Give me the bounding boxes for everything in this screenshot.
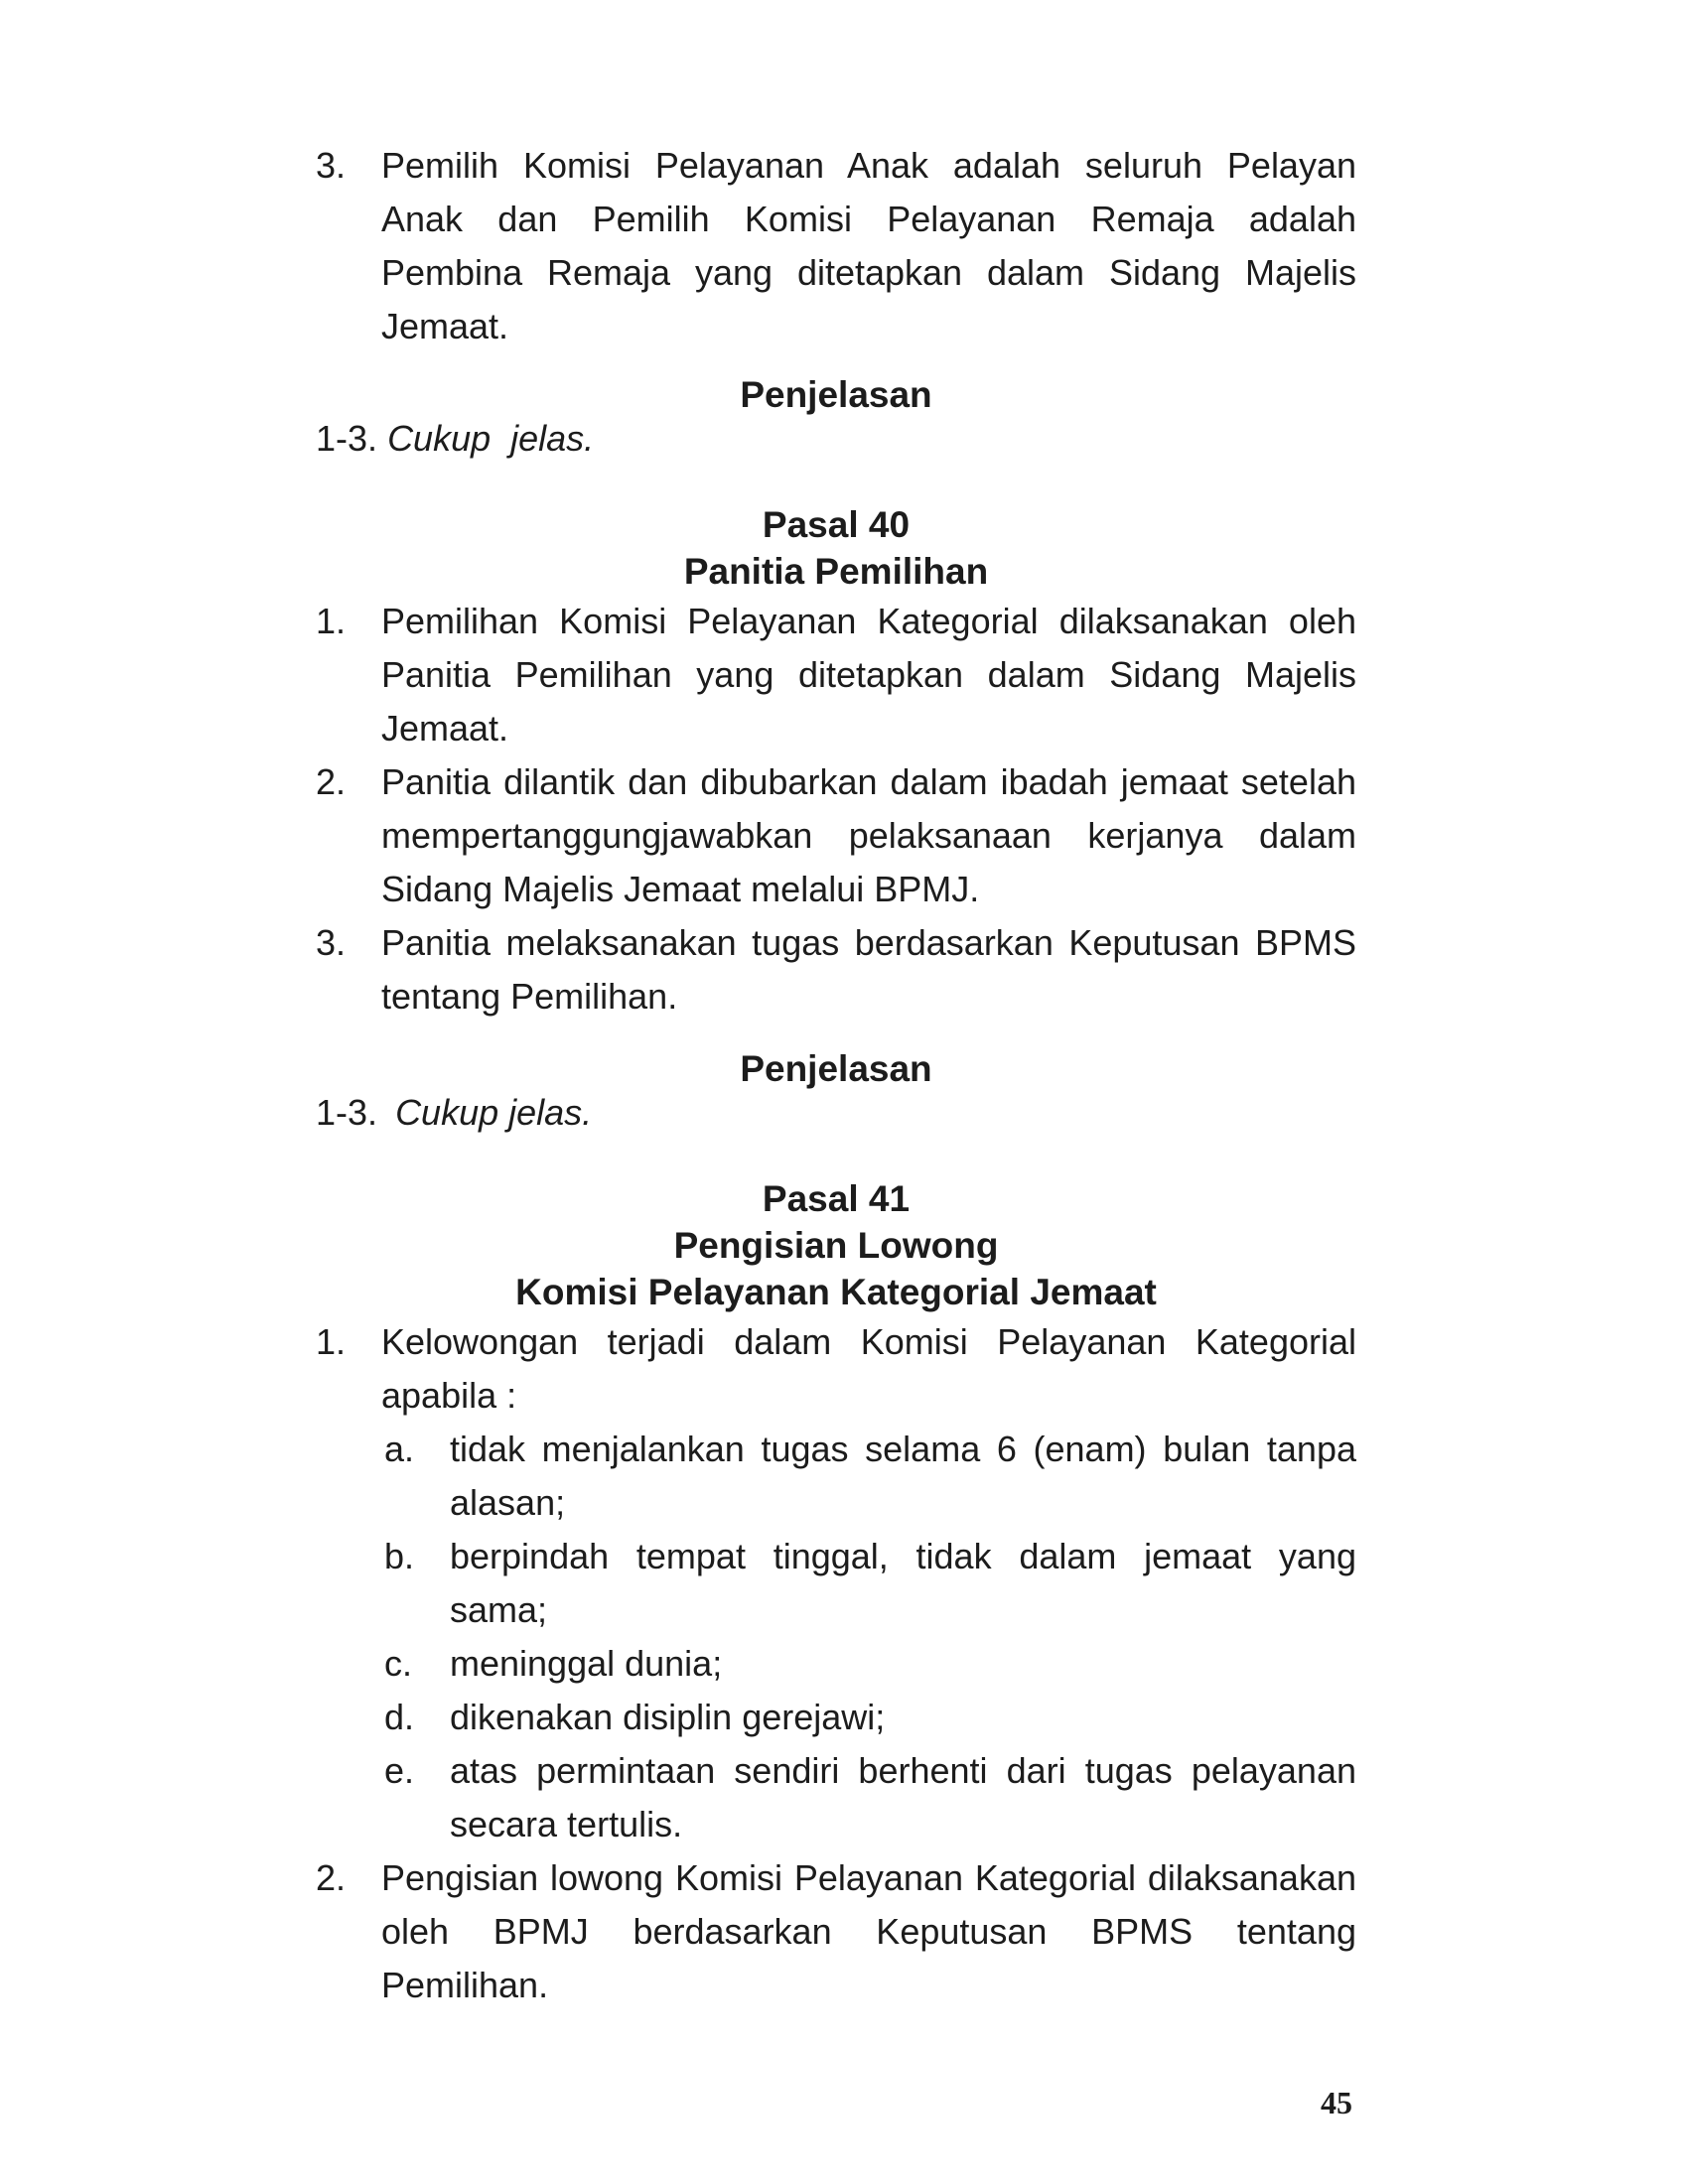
explanation-range: 1-3.: [316, 418, 378, 459]
explanation-text: Cukup jelas.: [395, 1092, 593, 1133]
list-text: Pengisian lowong Komisi Pelayanan Kategorial dilaksanakan oleh BPMJ berdasarkan Keputusan BPMS tentang Pemilihan.: [381, 1857, 1356, 2005]
sub-list-letter: e.: [384, 1750, 415, 1791]
list-text: Pemilih Komisi Pelayanan Anak adalah seluruh Pelayan Anak dan Pemilih Komisi Pelayanan Remaja adalah Pembina Remaja yang ditetapkan dalam Sidang Majelis Jemaat.: [381, 145, 1356, 346]
article-subtitle: Pengisian Lowong: [673, 1225, 999, 1266]
list-number: 1.: [316, 1321, 347, 1362]
article-title: Pasal 40: [762, 504, 911, 545]
sub-list-text: meninggal dunia;: [450, 1643, 723, 1684]
sub-list-item: [316, 1744, 1356, 1851]
list-item: [316, 139, 1356, 353]
list-text: Panitia melaksanakan tugas berdasarkan Keputusan BPMS tentang Pemilihan.: [381, 922, 1356, 1017]
sub-list-letter: a.: [384, 1429, 415, 1469]
page-number: 45: [1321, 2085, 1352, 2120]
document-page: [316, 139, 1356, 2012]
explanation-line: [316, 412, 1356, 466]
explanation-line: [316, 1086, 1356, 1140]
list-item: [316, 1315, 1356, 1423]
list-number: 2.: [316, 761, 347, 802]
sub-list-text: atas permintaan sendiri berhenti dari tugas pelayanan secara tertulis.: [450, 1750, 1356, 1844]
sub-list-text: berpindah tempat tinggal, tidak dalam jemaat yang sama;: [450, 1536, 1356, 1630]
article-subtitle: Panitia Pemilihan: [683, 551, 989, 592]
article-subtitle: Komisi Pelayanan Kategorial Jemaat: [515, 1272, 1157, 1312]
list-item: [316, 1851, 1356, 2012]
list-text: Panitia dilantik dan dibubarkan dalam ibadah jemaat setelah mempertanggungjawabkan pelaksanaan kerjanya dalam Sidang Majelis Jemaat melalui BPMJ.: [381, 761, 1356, 909]
list-item: [316, 916, 1356, 1024]
list-number: 2.: [316, 1857, 347, 1898]
article-title: Pasal 41: [762, 1178, 911, 1219]
sub-list-letter: c.: [384, 1643, 413, 1684]
sub-list-item: [316, 1530, 1356, 1637]
sub-list-item: [316, 1637, 1356, 1691]
list-text: Kelowongan terjadi dalam Komisi Pelayanan Kategorial apabila :: [381, 1321, 1356, 1416]
sub-list-text: tidak menjalankan tugas selama 6 (enam) bulan tanpa alasan;: [450, 1429, 1356, 1523]
explanation-text: Cukup jelas.: [387, 418, 595, 459]
sub-list-text: dikenakan disiplin gerejawi;: [450, 1697, 886, 1737]
sub-list-letter: b.: [384, 1536, 415, 1576]
explanation-range: 1-3.: [316, 1092, 378, 1133]
list-number: 3.: [316, 145, 347, 186]
list-number: 1.: [316, 601, 347, 641]
section-heading: Penjelasan: [740, 1048, 932, 1089]
list-item: [316, 755, 1356, 916]
list-number: 3.: [316, 922, 347, 963]
list-item: [316, 595, 1356, 755]
sub-list-item: [316, 1423, 1356, 1530]
sub-list-letter: d.: [384, 1697, 415, 1737]
sub-list-item: [316, 1691, 1356, 1744]
list-text: Pemilihan Komisi Pelayanan Kategorial dilaksanakan oleh Panitia Pemilihan yang ditetapkan dalam Sidang Majelis Jemaat.: [381, 601, 1356, 749]
section-heading: Penjelasan: [740, 374, 932, 415]
